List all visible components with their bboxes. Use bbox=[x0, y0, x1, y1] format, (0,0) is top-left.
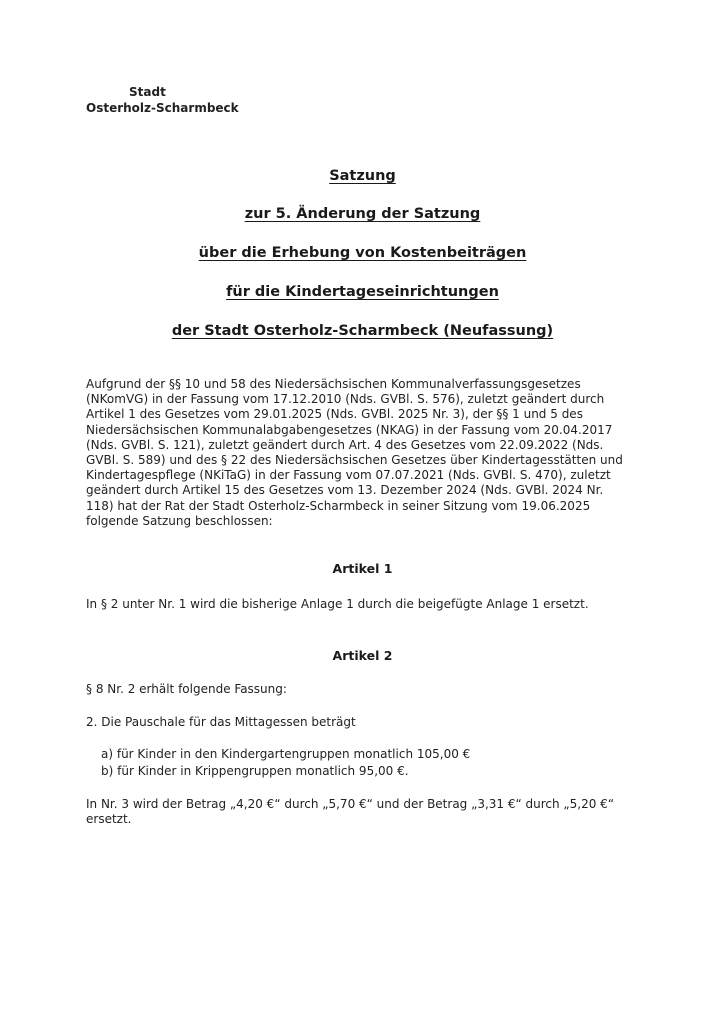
document-subtitle-amendment: zur 5. Änderung der Satzung bbox=[244, 206, 481, 222]
document-subtitle-scope: für die Kindertageseinrichtungen bbox=[226, 284, 499, 300]
preamble-line: (Nds. GVBl. S. 121), zuletzt geändert durch Art. 4 des Gesetzes vom 22.09.2022 (Nds. bbox=[86, 437, 604, 452]
header-city-name: Osterholz-Scharmbeck bbox=[86, 101, 239, 115]
preamble-line: GVBl. S. 589) und des § 22 des Niedersächsischen Gesetzes über Kindertagesstätten und bbox=[86, 453, 623, 468]
preamble-line: Aufgrund der §§ 10 und 58 des Niedersächsischen Kommunalverfassungsgesetzes bbox=[86, 377, 581, 391]
nr3-line: In Nr. 3 wird der Betrag „4,20 €“ durch „5,70 €“ und der Betrag „3,31 €“ durch „5,20 €“ bbox=[86, 797, 615, 811]
preamble-paragraph bbox=[86, 377, 646, 529]
artikel-2-heading: Artikel 2 bbox=[332, 648, 393, 663]
document-title: Satzung bbox=[329, 168, 396, 184]
preamble-line: Artikel 1 des Gesetzes vom 29.01.2025 (Nds. GVBl. 2025 Nr. 3), der §§ 1 und 5 des bbox=[86, 407, 583, 422]
document-subtitle-subject: über die Erhebung von Kostenbeiträgen bbox=[198, 245, 527, 261]
preamble-line: 118) hat der Rat der Stadt Osterholz-Scharmbeck in seiner Sitzung vom 19.06.2025 bbox=[86, 498, 591, 513]
document-subtitle-authority: der Stadt Osterholz-Scharmbeck (Neufassung) bbox=[171, 323, 554, 339]
preamble-line: (NKomVG) in der Fassung vom 17.12.2010 (Nds. GVBl. S. 576), zuletzt geändert durch bbox=[86, 392, 605, 407]
preamble-line: folgende Satzung beschlossen: bbox=[86, 513, 273, 528]
artikel-2-section-intro: § 8 Nr. 2 erhält folgende Fassung: bbox=[86, 682, 287, 696]
artikel-2-pauschale-text: 2. Die Pauschale für das Mittagessen beträgt bbox=[86, 715, 356, 729]
nr3-line: ersetzt. bbox=[86, 812, 132, 827]
list-item-kindergarten: a) für Kinder in den Kindergartengruppen monatlich 105,00 € bbox=[101, 747, 471, 761]
artikel-1-heading: Artikel 1 bbox=[332, 561, 393, 576]
artikel-1-text: In § 2 unter Nr. 1 wird die bisherige Anlage 1 durch die beigefügte Anlage 1 ersetzt. bbox=[86, 597, 589, 611]
preamble-line: Niedersächsischen Kommunalabgabengesetzes (NKAG) in der Fassung vom 20.04.2017 bbox=[86, 422, 613, 437]
list-item-krippe: b) für Kinder in Krippengruppen monatlich 95,00 €. bbox=[101, 764, 409, 778]
municipality-header bbox=[86, 84, 239, 116]
preamble-line: geändert durch Artikel 15 des Gesetzes vom 13. Dezember 2024 (Nds. GVBl. 2024 Nr. bbox=[86, 483, 604, 498]
preamble-line: Kindertagespflege (NKiTaG) in der Fassung vom 07.07.2021 (Nds. GVBl. S. 470), zuletzt bbox=[86, 468, 611, 483]
artikel-2-nr3-paragraph bbox=[86, 797, 646, 827]
header-city-label: Stadt bbox=[129, 85, 166, 99]
